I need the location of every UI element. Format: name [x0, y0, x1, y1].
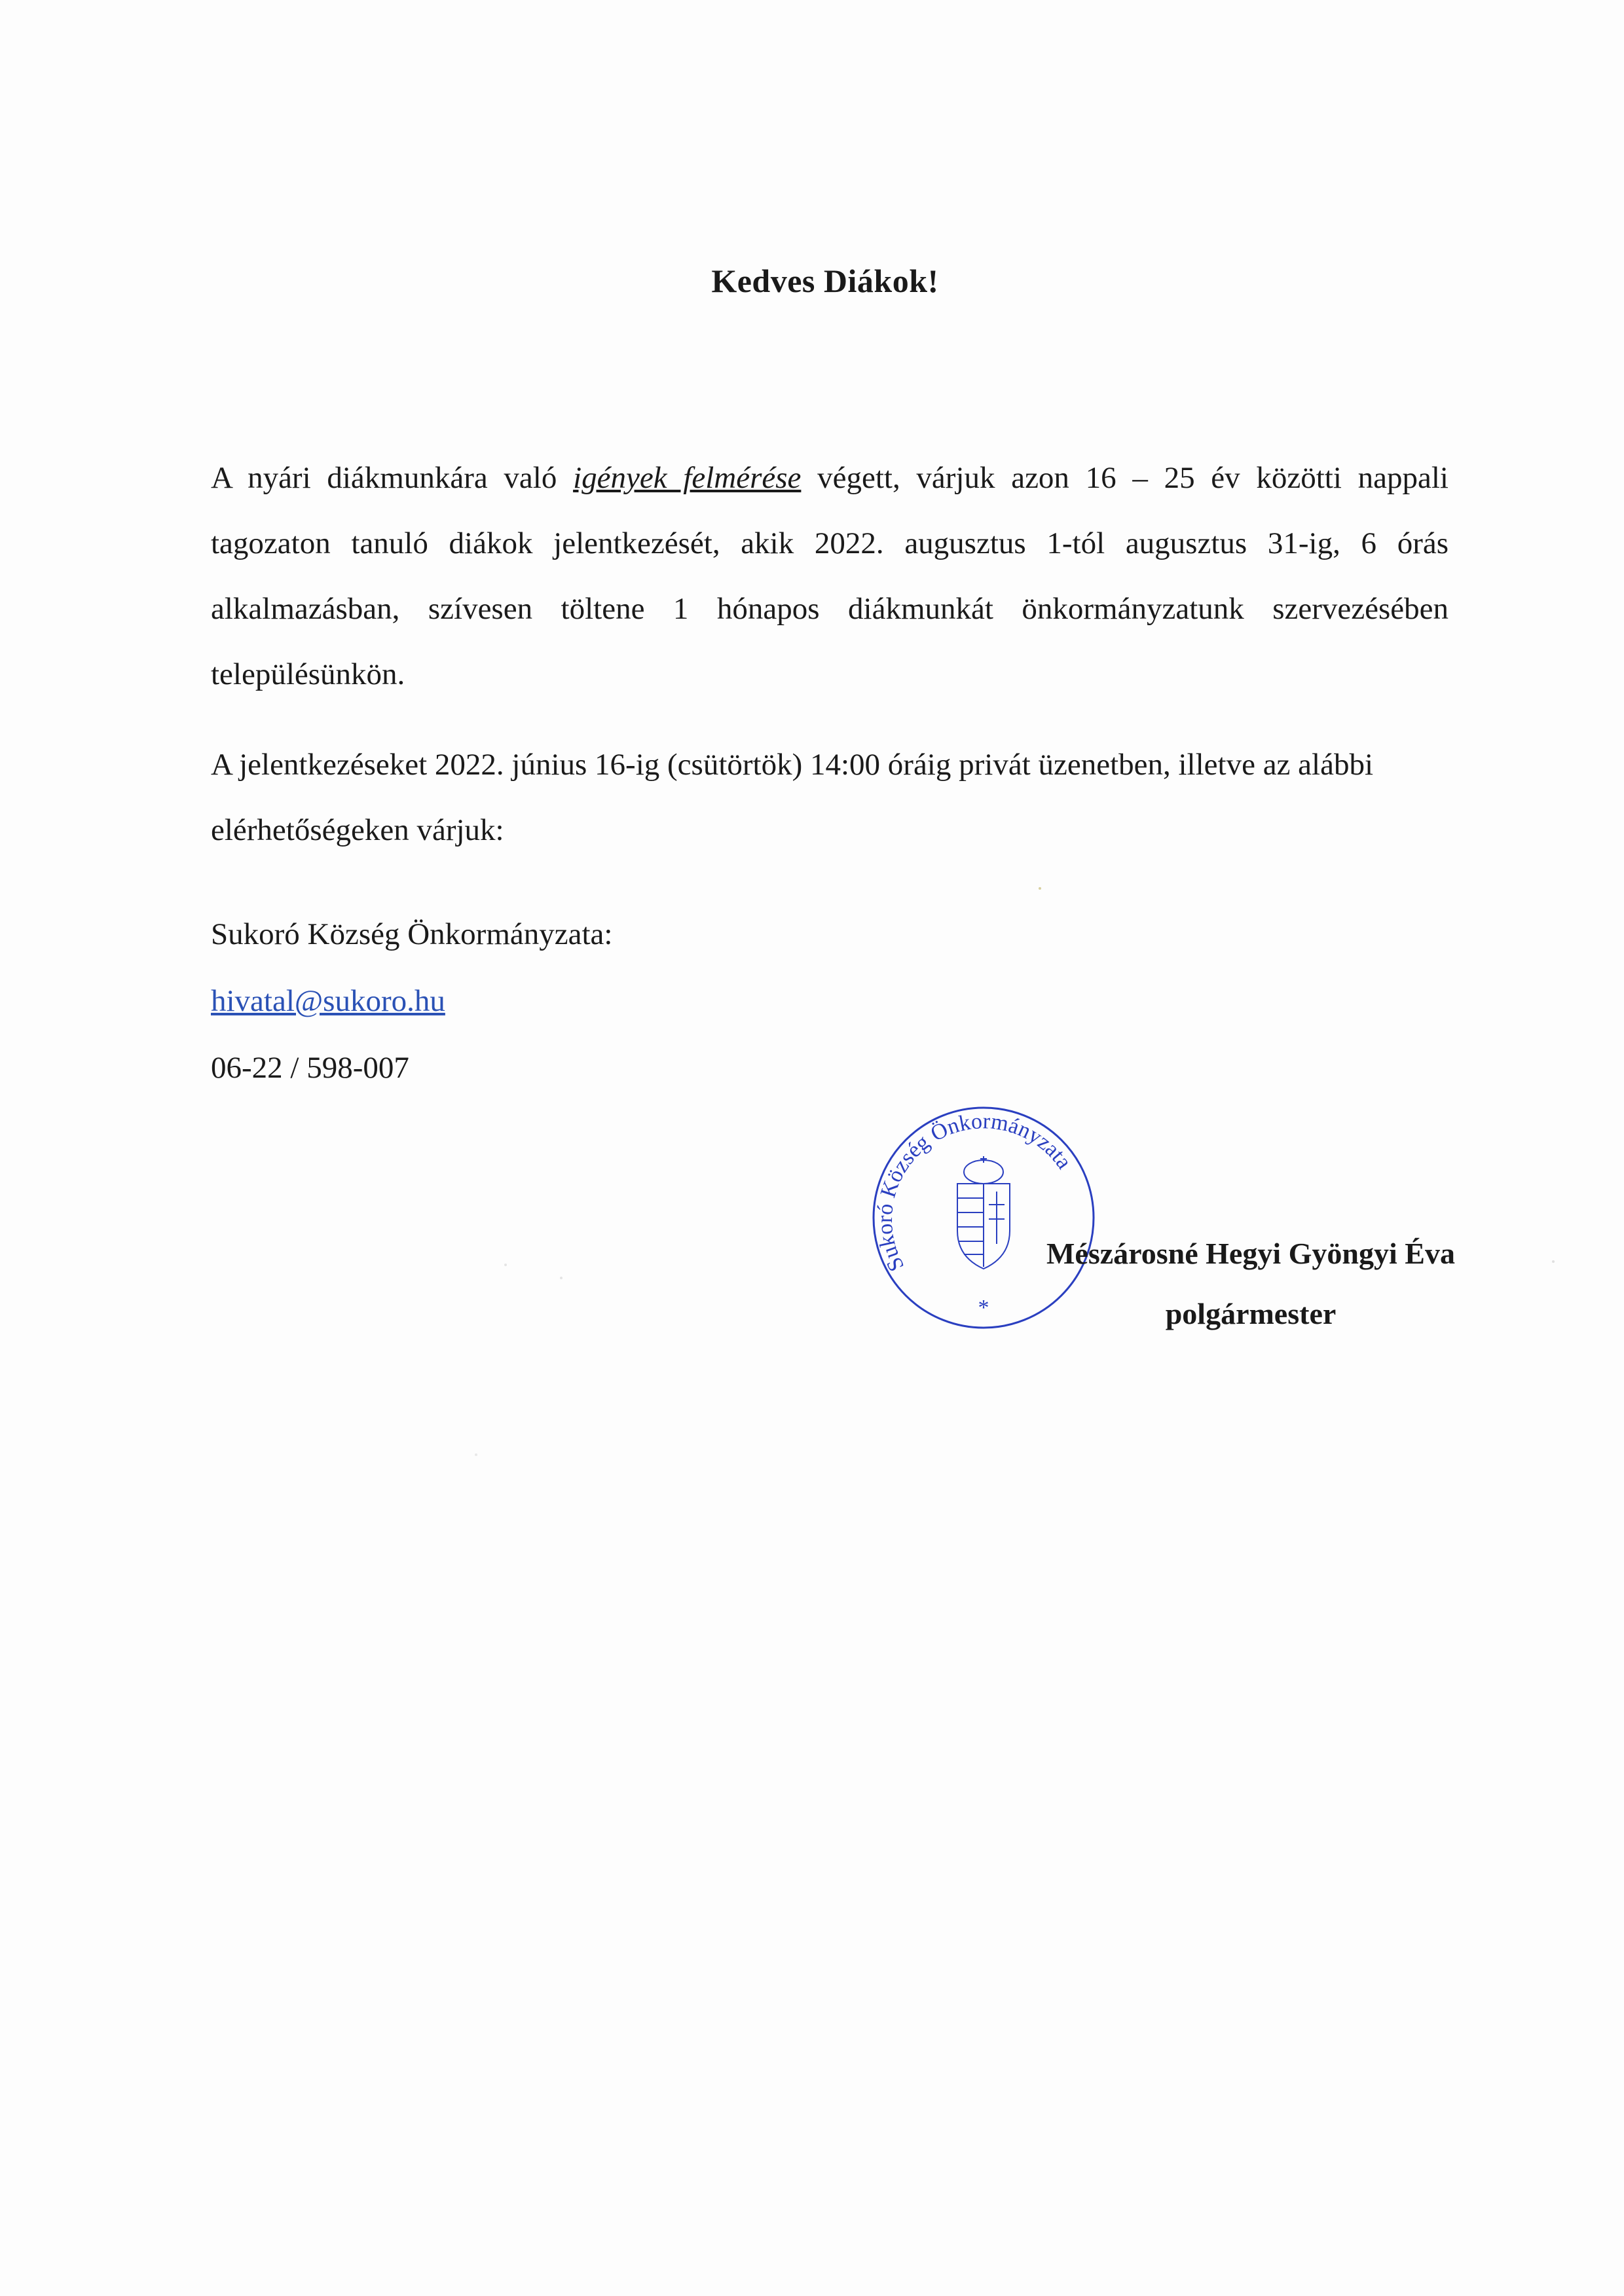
signatory-name: Mészárosné Hegyi Gyöngyi Éva	[1046, 1237, 1455, 1270]
paragraph-survey	[211, 445, 1449, 707]
text-run: A nyári diákmunkára való	[211, 461, 574, 495]
paragraph-line: településünkön.	[211, 657, 405, 691]
paragraph-line: tagozaton tanuló diákok jelentkezését, akik 2022. augusztus 1-tól augusztus 31-ig, 6 órás	[211, 526, 1449, 560]
paragraph-line: A jelentkezéseket 2022. június 16-ig (csütörtök) 14:00 óráig privát üzenetben, illetve az alábbi	[211, 748, 1374, 782]
contact-email-link[interactable]: hivatal@sukoro.hu	[211, 984, 445, 1018]
scan-speck	[1552, 1260, 1555, 1263]
letter-title: Kedves Diákok!	[711, 263, 939, 299]
contact-phone: 06-22 / 598-007	[211, 1051, 409, 1085]
seal-star-icon: *	[978, 1296, 989, 1320]
contact-organization: Sukoró Község Önkormányzata:	[211, 917, 613, 951]
emphasized-phrase: igények felmérése	[573, 461, 802, 495]
scan-speck	[560, 1277, 563, 1279]
scan-speck	[1039, 887, 1041, 890]
paragraph-deadline	[211, 732, 1449, 863]
scan-speck	[475, 1453, 477, 1456]
contact-email-row	[211, 968, 612, 1034]
signatory-role: polgármester	[1165, 1297, 1337, 1330]
contact-block	[211, 901, 612, 1101]
text-run: végett, várjuk azon 16 – 25 év közötti nappali	[801, 461, 1449, 495]
paragraph-line	[211, 445, 1449, 511]
scan-speck	[504, 1264, 507, 1266]
seal-text: Sukoró Község Önkormányzata	[872, 1109, 1077, 1275]
paragraph-line: alkalmazásban, szívesen töltene 1 hónapos diákmunkát önkormányzatunk szervezésében	[211, 592, 1449, 626]
paragraph-line: elérhetőségeken várjuk:	[211, 813, 504, 847]
